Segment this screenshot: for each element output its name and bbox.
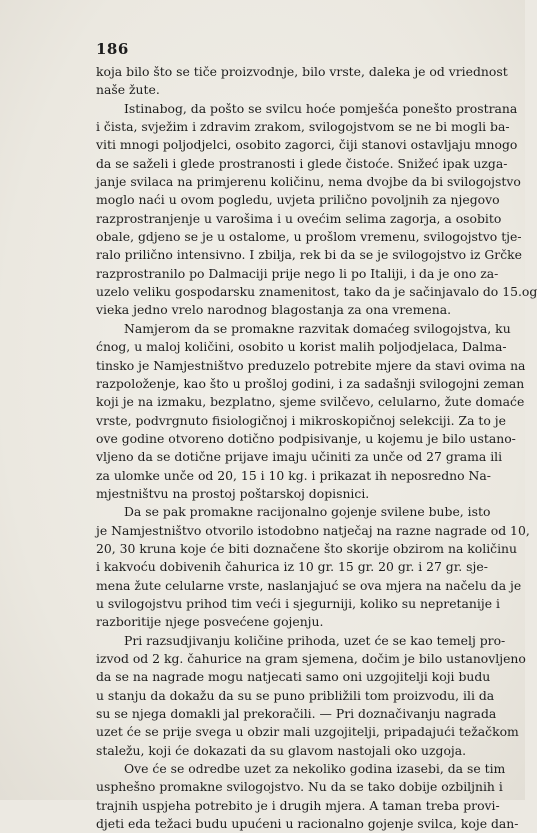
text-line: naše žute. [96, 82, 160, 98]
text-line: da se na nagrade mogu natjecati samo oni uzgojitelji koji budu [96, 669, 491, 685]
text-line: viti mnogi poljodjelci, osobito zagorci, čiji stanovi ostavljaju mnogo [96, 137, 518, 153]
text-line: Namjerom da se promakne razvitak domaćeg svilogojstva, ku [124, 320, 511, 336]
text-line: razboritije njege posvećene gojenju. [96, 614, 324, 630]
text-line: ćnog, u maloj količini, osobito u korist malih poljodjelaca, Dalma- [96, 339, 507, 355]
text-line: razpoloženje, kao što u prošloj godini, i za sadašnji svilogojni zeman [96, 375, 525, 391]
text-line: koja bilo što se tiče proizvodnje, bilo vrste, daleka je od vriednost [96, 64, 508, 79]
page-number: 186 [96, 40, 129, 58]
text-line: koji je na izmaku, bezplatno, sjeme svilčevo, celularno, žute domaće [96, 394, 525, 410]
text-line: Ove će se odredbe uzet za nekoliko godina izasebi, da se tim [124, 761, 506, 777]
text-line: moglo naći u ovom pogledu, uvjeta prilično povoljnih za njegovo [96, 192, 500, 208]
text-line: tinsko je Namjestništvo preduzelo potrebite mjere da stavi ovima na [96, 357, 526, 373]
text-line: obale, gdjeno se je u ostalome, u prošlom vremenu, svilogojstvo tje- [96, 229, 522, 245]
text-line: 20, 30 kruna koje će biti doznačene što skorije obzirom na količinu [96, 540, 518, 556]
text-line: Istinabog, da pošto se svilcu hoće pomješća ponešto prostrana [124, 100, 518, 116]
text-line: mjestništvu na prostoj poštarskoj dopisnici. [96, 485, 370, 501]
text-line: usphešno promakne svilogojstvo. Nu da se tako dobije ozbiljnih i [96, 779, 503, 795]
text-line: janje svilaca na primjerenu količinu, nema dvojbe da bi svilogojstvo [96, 174, 521, 190]
text-line: i čista, svježim i zdravim zrakom, svilogojstvom se ne bi mogli ba- [96, 119, 510, 135]
text-line: vljeno da se dotične prijave imaju učiniti za unče od 27 grama ili [96, 449, 503, 465]
text-line: uzelo veliku gospodarsku znamenitost, tako da je sačinjavalo do 15.og [96, 284, 537, 300]
text-line: razprostranilo po Dalmaciji prije nego li po Italiji, i da je ono za- [96, 265, 499, 281]
text-line: vieka jedno vrelo narodnog blagostanja za ona vremena. [96, 302, 452, 318]
text-line: djeti eda težaci budu upućeni u racionalno gojenje svilca, koje dan- [96, 816, 519, 832]
text-line: je Namjestništvo otvorilo istodobno natječaj na razne nagrade od 10, [96, 522, 530, 538]
text-line: i kakvoću dobivenih čahurica iz 10 gr. 15 gr. 20 gr. i 27 gr. sje- [96, 559, 488, 575]
text-line: staležu, koji će dokazati da su glavom nastojali oko uzgoja. [96, 742, 467, 758]
text-line: da se saželi i glede prostranosti i glede čistoće. Snižeć ipak uzga- [96, 155, 508, 171]
text-line: u svilogojstvu prihod tim veći i sjegurniji, koliko su nepretanije i [96, 595, 500, 611]
text-line: Pri razsudjivanju količine prihoda, uzet će se kao temelj pro- [124, 632, 506, 648]
text-line: su se njega domakli jal prekoračili. — Pri doznačivanju nagrada [96, 706, 497, 722]
text-line: u stanju da dokažu da su se puno približili tom proizvodu, ili da [96, 687, 495, 703]
text-line: vrste, podvrgnuto fisiologičnoj i mikroskopičnoj selekciji. Za to je [96, 412, 506, 428]
text-line: ove godine otvoreno dotično podpisivanje, u kojemu je bilo ustano- [96, 430, 516, 446]
text-line: za ulomke unče od 20, 15 i 10 kg. i prikazat ih neposredno Na- [96, 467, 491, 483]
text-line: Da se pak promakne racijonalno gojenje svilene bube, isto [124, 504, 491, 520]
text-line: trajnih uspjeha potrebito je i drugih mjera. A taman treba provi- [96, 797, 500, 813]
text-line: razprostranjenje u varošima i u ovećim selima zagorja, a osobito [96, 210, 502, 226]
text-line: uzet će se prije svega u obzir mali uzgojitelji, pripadajući težačkom [96, 724, 519, 740]
body-text [96, 63, 537, 833]
text-line: ralo prilično intensivno. I zbilja, rek bi da se je svilogojstvo iz Grčke [96, 247, 522, 263]
text-line: izvod od 2 kg. čahurice na gram sjemena, dočim je bilo ustanovljeno [96, 651, 526, 666]
text-line: mena žute celularne vrste, naslanjajuć se ova mjera na načelu da je [96, 577, 522, 593]
